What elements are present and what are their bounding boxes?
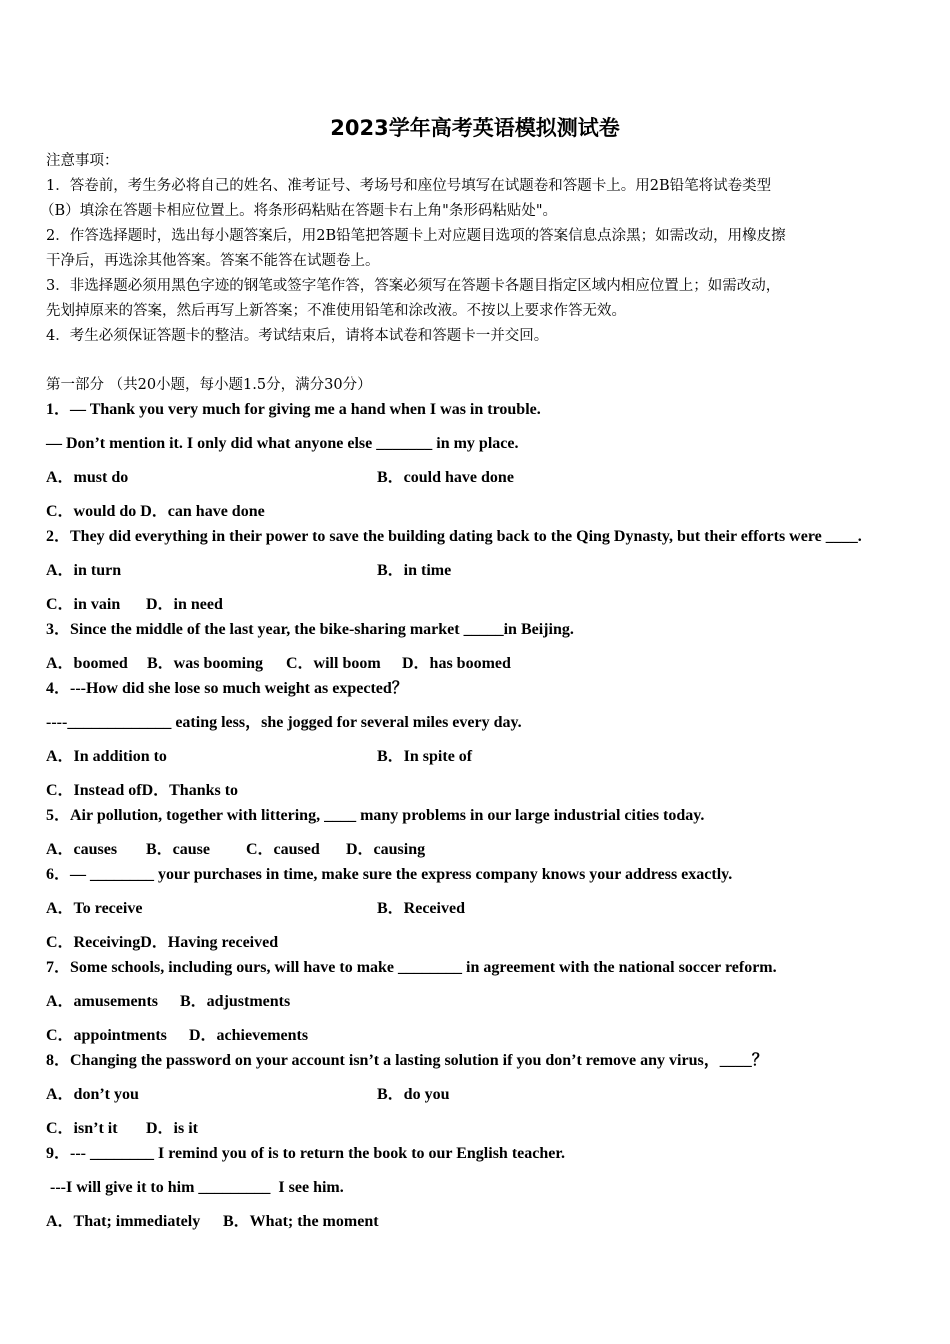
option-c[interactable]: C．caused	[246, 841, 320, 858]
option-c[interactable]: C．appointments	[46, 1027, 167, 1044]
page-title: 2023学年高考英语模拟测试卷	[330, 116, 620, 140]
question-3-options	[46, 654, 906, 674]
question-8-options-ab	[46, 1085, 906, 1105]
question-9-stem: 9．--- ________ I remind you of is to return the book to our English teacher.	[46, 1145, 565, 1162]
question-5-options	[46, 840, 906, 860]
option-b[interactable]: B．in time	[377, 562, 452, 579]
notice-line: （B）填涂在答题卡相应位置上。将条形码粘贴在答题卡右上角"条形码粘贴处"。	[40, 203, 557, 219]
option-b[interactable]: B．adjustments	[180, 993, 291, 1010]
option-b[interactable]: B．Received	[377, 900, 465, 917]
question-7-options-ab	[46, 992, 906, 1012]
option-c[interactable]: C．in vain	[46, 596, 121, 613]
notice-line: 3．非选择题必须用黑色字迹的钢笔或签字笔作答，答案必须写在答题卡各题目指定区域内相应位置上；如需改动，	[46, 278, 781, 294]
option-c[interactable]: C．will boom	[286, 655, 381, 672]
notice-heading: 注意事项：	[46, 153, 119, 169]
question-6-stem: 6．— ________ your purchases in time, make sure the express company knows your address exactly.	[46, 866, 733, 883]
option-a[interactable]: A．must do	[46, 469, 129, 486]
notice-line: 4．考生必须保证答题卡的整洁。考试结束后，请将本试卷和答题卡一并交回。	[46, 328, 549, 344]
option-a[interactable]: A．In addition to	[46, 748, 167, 765]
question-7-stem: 7．Some schools, including ours, will have to make ________ in agreement with the national soccer reform.	[46, 959, 777, 976]
question-2-options-ab	[46, 561, 906, 581]
option-a[interactable]: A．That; immediately	[46, 1213, 201, 1230]
question-6-options-ab	[46, 899, 906, 919]
question-4-options-cd	[46, 781, 906, 801]
question-2-options-cd	[46, 595, 906, 615]
question-3-stem: 3．Since the middle of the last year, the bike-sharing market _____in Beijing.	[46, 621, 574, 638]
question-1-options-cd	[46, 502, 906, 522]
question-6-options-cd	[46, 933, 906, 953]
option-b[interactable]: B．cause	[146, 841, 211, 858]
question-4-options-ab	[46, 747, 906, 767]
option-b[interactable]: B．was booming	[147, 655, 264, 672]
question-8-stem: 8．Changing the password on your account isn’t a lasting solution if you don’t remove any virus，____？	[46, 1052, 768, 1069]
notice-line: 先划掉原来的答案，然后再写上新答案；不准使用铅笔和涂改液。不按以上要求作答无效。	[46, 303, 626, 319]
option-b[interactable]: B．What; the moment	[223, 1213, 379, 1230]
option-a[interactable]: A．in turn	[46, 562, 122, 579]
notice-line: 2．作答选择题时，选出每小题答案后，用2B铅笔把答题卡上对应题目选项的答案信息点涂黑；如需改动，用橡皮擦	[46, 228, 786, 244]
question-2-stem: 2．They did everything in their power to save the building dating back to the Qing Dynasty, but their efforts were ____.	[46, 528, 862, 545]
option-c[interactable]: C．isn’t it	[46, 1120, 118, 1137]
question-4-stem: 4．---How did she lose so much weight as expected？	[46, 680, 408, 697]
option-a[interactable]: A．To receive	[46, 900, 143, 917]
option-a[interactable]: A．amusements	[46, 993, 158, 1010]
question-1-options-ab	[46, 468, 906, 488]
question-9-options-ab	[46, 1212, 906, 1232]
option-c-d[interactable]: C．ReceivingD．Having received	[46, 934, 279, 951]
option-a[interactable]: A．boomed	[46, 655, 128, 672]
notice-line: 干净后，再选涂其他答案。答案不能答在试题卷上。	[46, 253, 380, 269]
question-1-stem-reply: — Don’t mention it. I only did what anyone else _______ in my place.	[46, 435, 519, 452]
option-d[interactable]: D．in need	[146, 596, 223, 613]
option-b[interactable]: B．could have done	[377, 469, 514, 486]
question-4-stem-reply: ----_____________ eating less，she jogged for several miles every day.	[46, 714, 522, 731]
question-5-stem: 5．Air pollution, together with littering, ____ many problems in our large industrial cities today.	[46, 807, 705, 824]
option-d[interactable]: D．achievements	[189, 1027, 309, 1044]
option-d[interactable]: D．is it	[146, 1120, 199, 1137]
notice-line: 1．答卷前，考生务必将自己的姓名、准考证号、考场号和座位号填写在试题卷和答题卡上。用2B铅笔将试卷类型	[46, 178, 772, 194]
option-a[interactable]: A．causes	[46, 841, 118, 858]
option-d[interactable]: D．causing	[346, 841, 426, 858]
option-d[interactable]: D．has boomed	[402, 655, 511, 672]
option-c-d[interactable]: C．would do D．can have done	[46, 503, 265, 520]
question-8-options-cd	[46, 1119, 906, 1139]
option-b[interactable]: B．In spite of	[377, 748, 473, 765]
question-7-options-cd	[46, 1026, 906, 1046]
option-a[interactable]: A．don’t you	[46, 1086, 139, 1103]
option-b[interactable]: B．do you	[377, 1086, 450, 1103]
section-heading: 第一部分 （共20小题，每小题1.5分，满分30分）	[46, 377, 372, 393]
option-c-d[interactable]: C．Instead ofD．Thanks to	[46, 782, 239, 799]
question-1-stem: 1．— Thank you very much for giving me a hand when I was in trouble.	[46, 401, 541, 418]
question-9-stem-reply: ---I will give it to him _________ I see him.	[46, 1179, 344, 1196]
